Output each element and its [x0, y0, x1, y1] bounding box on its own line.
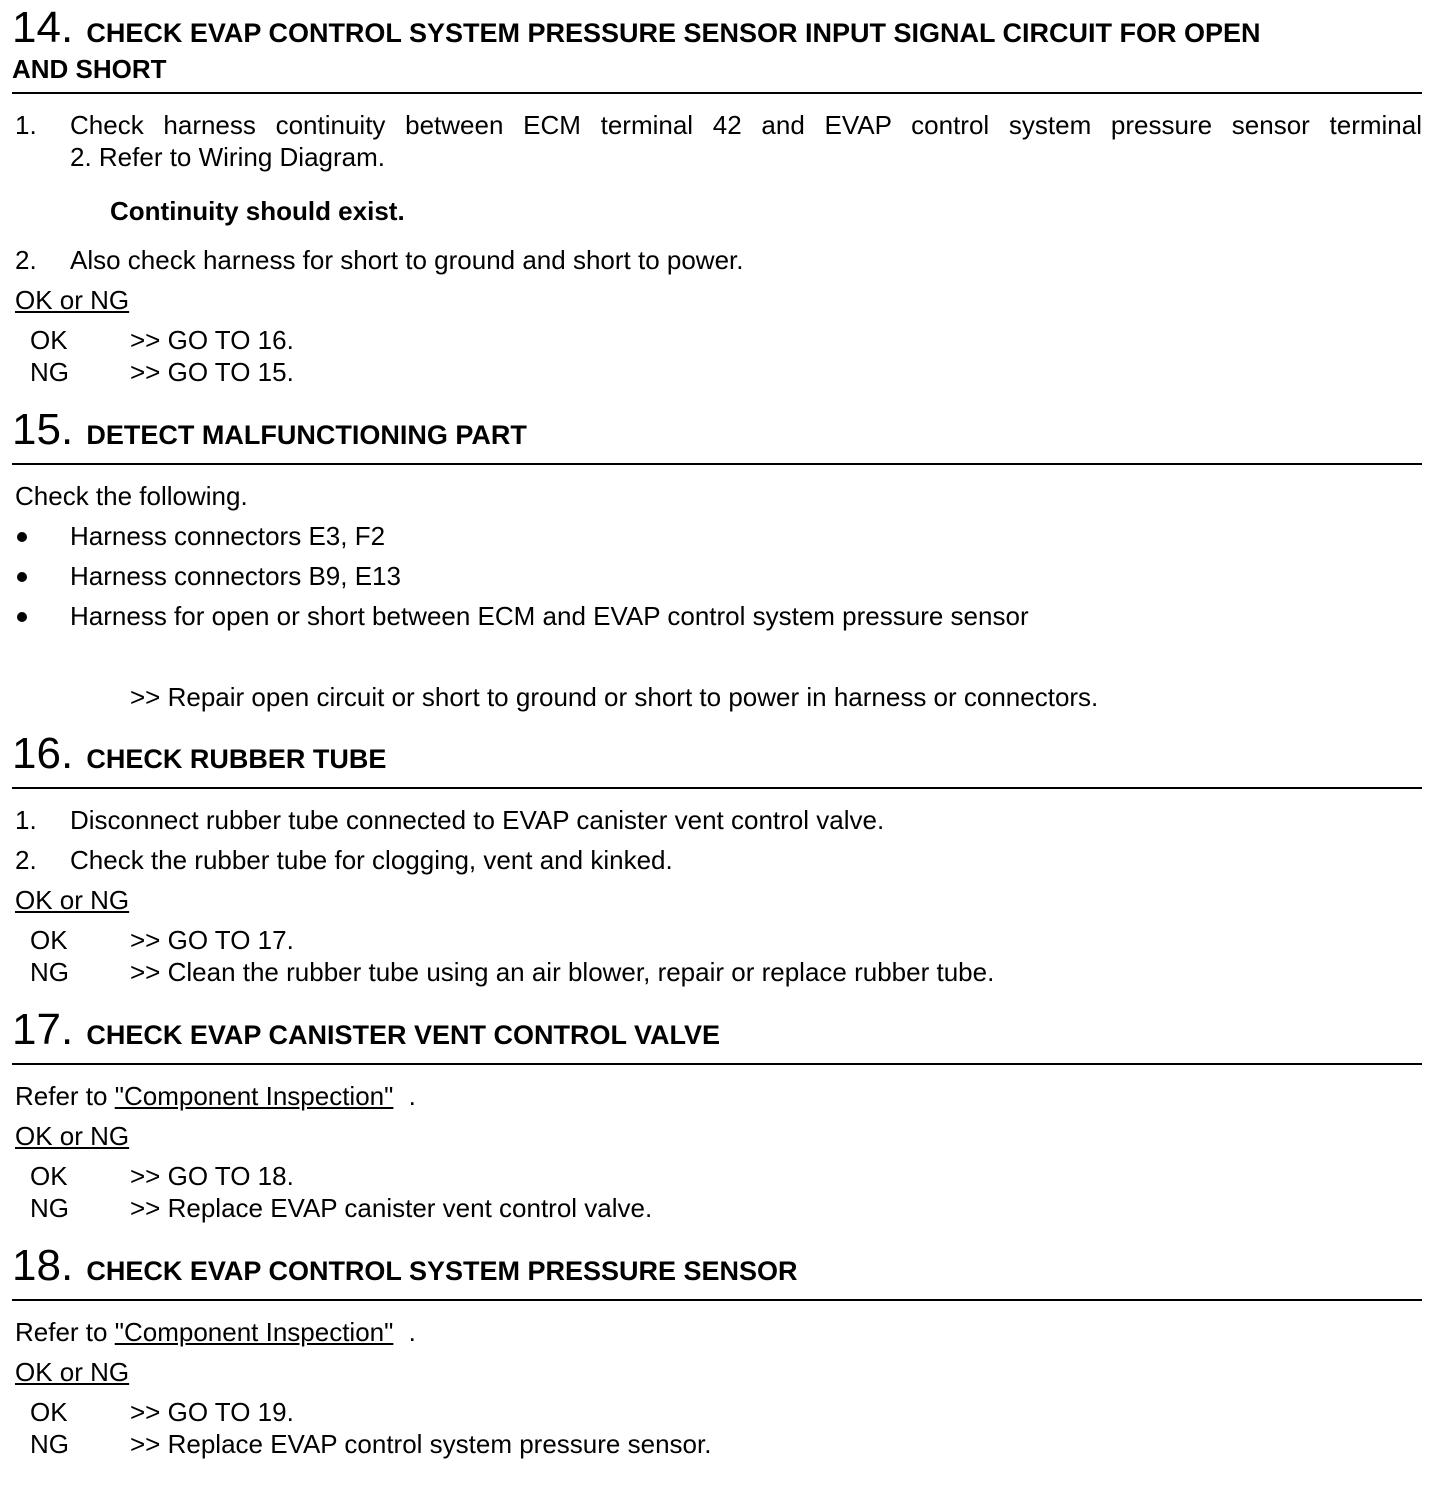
ok-label: OK — [30, 925, 68, 955]
step-number: 1. — [15, 805, 37, 835]
section-18-rule — [12, 1299, 1422, 1301]
step-text: Check the rubber tube for clogging, vent and kinked. — [70, 845, 673, 875]
ok-or-ng-label: OK or NG — [15, 285, 130, 315]
component-inspection-link[interactable]: "Component Inspection" — [114, 1317, 394, 1347]
section-15-title: DETECT MALFUNCTIONING PART — [86, 420, 527, 450]
refer-suffix: . — [408, 1317, 416, 1347]
ok-or-ng-label: OK or NG — [15, 1121, 130, 1151]
ok-action: >> GO TO 19. — [130, 1397, 294, 1427]
bullet-icon — [17, 532, 27, 542]
section-14-title: CHECK EVAP CONTROL SYSTEM PRESSURE SENSOR INPUT SIGNAL CIRCUIT FOR OPEN — [86, 18, 1261, 48]
section-17-title: CHECK EVAP CANISTER VENT CONTROL VALVE — [86, 1020, 720, 1050]
ok-label: OK — [30, 325, 68, 355]
section-16-title: CHECK RUBBER TUBE — [86, 744, 387, 774]
ng-label: NG — [30, 1429, 69, 1459]
ok-or-ng-label: OK or NG — [15, 885, 130, 915]
ng-label: NG — [30, 957, 69, 987]
section-18-number: 18. — [12, 1241, 74, 1290]
ng-label: NG — [30, 357, 69, 387]
bullet-icon — [17, 572, 27, 582]
section-16-rule — [12, 787, 1422, 789]
section-17-number: 17. — [12, 1005, 74, 1054]
ok-label: OK — [30, 1397, 68, 1427]
section-18-title: CHECK EVAP CONTROL SYSTEM PRESSURE SENSOR — [86, 1256, 798, 1286]
ng-action: >> Replace EVAP control system pressure sensor. — [130, 1429, 712, 1459]
section-17-rule — [12, 1063, 1422, 1065]
step-text: Also check harness for short to ground and short to power. — [70, 245, 744, 275]
spec-text: Continuity should exist. — [110, 196, 405, 226]
section-15-rule — [12, 463, 1422, 465]
refer-prefix: Refer to — [15, 1317, 108, 1347]
refer-prefix: Refer to — [15, 1081, 108, 1111]
ng-action: >> Replace EVAP canister vent control valve. — [130, 1193, 653, 1223]
repair-action: >> Repair open circuit or short to ground or short to power in harness or connectors. — [130, 682, 1099, 712]
step-number: 1. — [15, 110, 37, 140]
section-16-number: 16. — [12, 729, 74, 778]
refer-line — [15, 1081, 416, 1112]
ok-label: OK — [30, 1161, 68, 1191]
step-number: 2. — [15, 845, 37, 875]
section-14-title-cont: AND SHORT — [12, 54, 167, 84]
ok-action: >> GO TO 17. — [130, 925, 294, 955]
component-inspection-link[interactable]: "Component Inspection" — [114, 1081, 394, 1111]
bullet-icon — [17, 612, 27, 622]
step-text-cont: 2. Refer to Wiring Diagram. — [70, 142, 385, 172]
section-15-number: 15. — [12, 405, 74, 454]
ng-action: >> Clean the rubber tube using an air blower, repair or replace rubber tube. — [130, 957, 995, 987]
ok-or-ng-label: OK or NG — [15, 1357, 130, 1387]
refer-suffix: . — [408, 1081, 416, 1111]
step-number: 2. — [15, 245, 37, 275]
section-14-number: 14. — [12, 3, 74, 52]
step-text: Check harness continuity between ECM terminal 42 and EVAP control system pressure sensor terminal — [70, 110, 1422, 140]
intro-text: Check the following. — [15, 481, 248, 511]
step-text: Disconnect rubber tube connected to EVAP canister vent control valve. — [70, 805, 885, 835]
ok-action: >> GO TO 16. — [130, 325, 294, 355]
refer-line — [15, 1317, 416, 1348]
ok-action: >> GO TO 18. — [130, 1161, 294, 1191]
section-14-rule — [12, 92, 1422, 94]
list-item: Harness for open or short between ECM and EVAP control system pressure sensor — [70, 601, 1029, 631]
ng-label: NG — [30, 1193, 69, 1223]
ng-action: >> GO TO 15. — [130, 357, 294, 387]
list-item: Harness connectors E3, F2 — [70, 521, 386, 551]
list-item: Harness connectors B9, E13 — [70, 561, 401, 591]
